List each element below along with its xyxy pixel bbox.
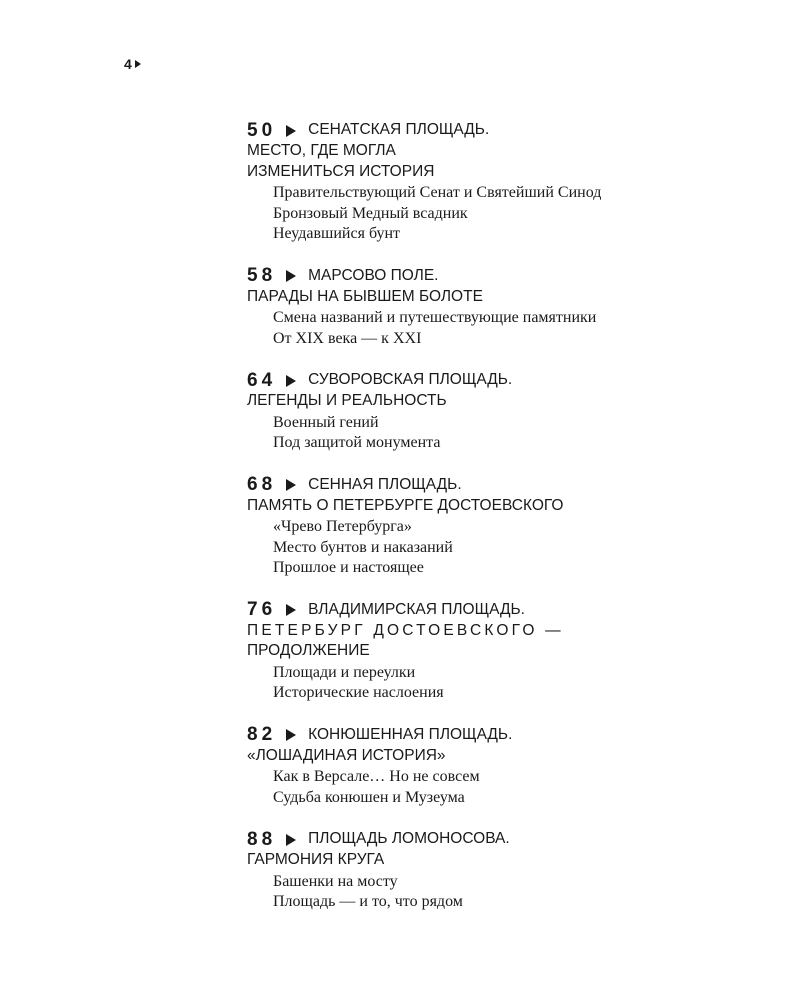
- triangle-arrow-icon: [286, 270, 296, 282]
- entry-title-line: ПАРАДЫ НА БЫВШЕМ БОЛОТЕ: [247, 287, 483, 305]
- entry-page-number: 64: [247, 369, 277, 391]
- entry-page-number: 82: [247, 724, 277, 745]
- entry-subsection: Смена названий и путешествующие памятники: [273, 309, 597, 326]
- entry-subsection: Судьба конюшен и Музеума: [273, 788, 465, 806]
- triangle-arrow-icon: [286, 375, 296, 387]
- entry-subsection: Под защитой монумента: [273, 434, 441, 451]
- entry-title-line: ПРОДОЛЖЕНИЕ: [247, 642, 370, 659]
- triangle-arrow-icon: [286, 479, 296, 491]
- entry-title-line: ЛЕГЕНДЫ И РЕАЛЬНОСТЬ: [247, 392, 447, 409]
- triangle-arrow-icon: [286, 834, 296, 846]
- entry-subsection: Военный гений: [273, 413, 379, 431]
- entry-title: СУВОРОВСКАЯ ПЛОЩАДЬ.: [308, 371, 513, 389]
- entry-title-line: ГАРМОНИЯ КРУГА: [247, 851, 385, 868]
- page-number: [124, 56, 141, 72]
- toc-entry[interactable]: [247, 370, 667, 454]
- entry-subsection: Как в Версале… Но не совсем: [273, 768, 480, 785]
- entry-page-number: 58: [247, 265, 277, 286]
- triangle-arrow-icon: [286, 125, 296, 137]
- entry-page-number: 68: [247, 474, 277, 495]
- entry-title-line: ИЗМЕНИТЬСЯ ИСТОРИЯ: [247, 162, 435, 180]
- entry-title: СЕНАТСКАЯ ПЛОЩАДЬ.: [308, 121, 490, 139]
- page-number-text: 4: [124, 56, 132, 72]
- page-arrow-icon: [135, 60, 141, 68]
- entry-subsection: «Чрево Петербурга»: [273, 518, 412, 535]
- table-of-contents: [247, 120, 667, 934]
- entry-subsection: Правительствующий Сенат и Святейший Синод: [273, 184, 602, 201]
- entry-title-line: МЕСТО, ГДЕ МОГЛА: [247, 142, 396, 159]
- entry-title-line: «ЛОШАДИНАЯ ИСТОРИЯ»: [247, 746, 446, 764]
- entry-title: ПЛОЩАДЬ ЛОМОНОСОВА.: [308, 830, 510, 848]
- triangle-arrow-icon: [286, 729, 296, 741]
- entry-subsection: Неудавшийся бунт: [273, 225, 401, 242]
- entry-page-number: 50: [247, 119, 277, 141]
- toc-entry[interactable]: [247, 475, 667, 579]
- entry-title: СЕННАЯ ПЛОЩАДЬ.: [308, 475, 462, 493]
- entry-subsection: Площади и переулки: [273, 663, 416, 681]
- entry-page-number: 76: [247, 599, 277, 620]
- entry-title: МАРСОВО ПОЛЕ.: [308, 266, 439, 284]
- entry-subsection: Прошлое и настоящее: [273, 559, 424, 576]
- entry-title-line: ПАМЯТЬ О ПЕТЕРБУРГЕ ДОСТОЕВСКОГО: [247, 496, 564, 514]
- entry-subsection: Башенки на мосту: [273, 872, 398, 890]
- entry-title-line: ПЕТЕРБУРГ ДОСТОЕВСКОГО —: [247, 621, 564, 639]
- entry-subsection: Исторические наслоения: [273, 684, 444, 701]
- toc-entry[interactable]: [247, 725, 667, 809]
- toc-entry[interactable]: [247, 600, 667, 704]
- entry-subsection: Площадь — и то, что рядом: [273, 893, 463, 910]
- toc-entry[interactable]: [247, 266, 667, 350]
- triangle-arrow-icon: [286, 604, 296, 616]
- toc-entry[interactable]: [247, 120, 667, 245]
- entry-title: ВЛАДИМИРСКАЯ ПЛОЩАДЬ.: [308, 600, 525, 618]
- entry-subsection: Бронзовый Медный всадник: [273, 204, 468, 222]
- entry-subsection: От XIX века — к XXI: [273, 329, 422, 347]
- toc-entry[interactable]: [247, 829, 667, 913]
- entry-title: КОНЮШЕННАЯ ПЛОЩАДЬ.: [308, 725, 513, 743]
- entry-subsection: Место бунтов и наказаний: [273, 538, 453, 556]
- entry-page-number: 88: [247, 828, 277, 850]
